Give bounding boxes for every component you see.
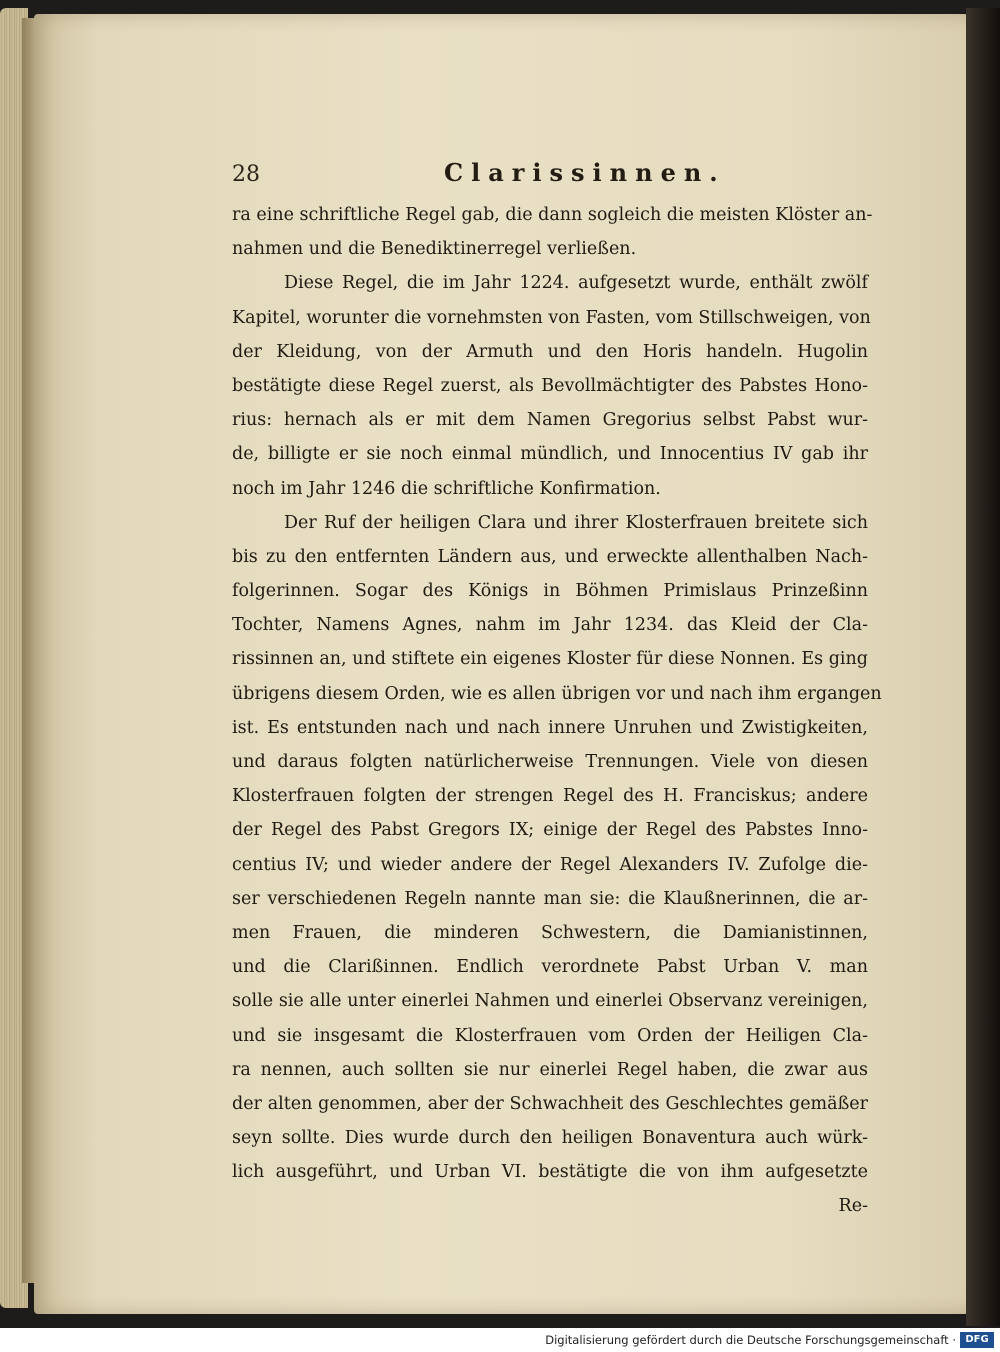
text-line: seyn sollte. Dies wurde durch den heiligen Bonaventura auch würk- <box>232 1128 868 1149</box>
text-line: der alten genommen, aber der Schwachheit des Geschlechtes gemäßer <box>232 1093 868 1114</box>
text-line: und sie insgesamt die Klosterfrauen vom Orden der Heiligen Cla- <box>232 1025 868 1046</box>
footer-bar <box>0 1328 1000 1352</box>
text-line: ra eine schriftliche Regel gab, die dann sogleich die meisten Klöster an- <box>232 205 873 225</box>
dfg-logo: DFG <box>960 1332 994 1348</box>
text-line: bestätigte diese Regel zuerst, als Bevollmächtigter des Pabstes Hono- <box>232 375 868 396</box>
text-line: lich ausgeführt, und Urban VI. bestätigte die von ihm aufgesetzte <box>232 1162 868 1183</box>
funding-credit: Digitalisierung gefördert durch die Deutsche Forschungsgemeinschaft · <box>545 1333 956 1347</box>
scan-border <box>966 8 1000 1326</box>
text-line: Diese Regel, die im Jahr 1224. aufgesetzt wurde, enthält zwölf <box>284 273 868 294</box>
text-line: Tochter, Namens Agnes, nahm im Jahr 1234. das Kleid der Cla- <box>232 615 868 636</box>
text-line: noch im Jahr 1246 die schriftliche Konfirmation. <box>232 478 661 499</box>
text-line: ser verschiedenen Regeln nannte man sie: die Klaußnerinnen, die ar- <box>232 888 868 909</box>
text-line: der Regel des Pabst Gregors IX; einige der Regel des Pabstes Inno- <box>232 820 868 841</box>
text-line: Der Ruf der heiligen Clara und ihrer Klosterfrauen breitete sich <box>284 512 868 533</box>
text-line: folgerinnen. Sogar des Königs in Böhmen Primislaus Prinzeßinn <box>232 581 868 602</box>
text-line: solle sie alle unter einerlei Nahmen und einerlei Observanz vereinigen, <box>232 991 868 1012</box>
text-line: rissinnen an, und stiftete ein eigenes Kloster für diese Nonnen. Es ging <box>232 649 868 670</box>
text-line: Kapitel, worunter die vornehmsten von Fasten, vom Stillschweigen, von <box>232 307 871 328</box>
body-text <box>232 198 882 1224</box>
page-header <box>232 158 882 192</box>
text-line: de, billigte er sie noch einmal mündlich, und Innocentius IV gab ihr <box>232 444 868 465</box>
text-line: und die Clarißinnen. Endlich verordnete Pabst Urban V. man <box>232 957 868 978</box>
text-line: bis zu den entfernten Ländern aus, und erweckte allenthalben Nach- <box>232 546 868 567</box>
page-number: 28 <box>232 162 260 187</box>
text-line: ist. Es entstunden nach und nach innere Unruhen und Zwistigkeiten, <box>232 717 868 738</box>
text-line: ra nennen, auch sollten sie nur einerlei Regel haben, die zwar aus <box>232 1059 868 1080</box>
text-line: der Kleidung, von der Armuth und den Horis handeln. Hugolin <box>232 341 868 362</box>
running-head: Clarissinnen. <box>444 158 726 187</box>
catchword: Re- <box>838 1196 868 1217</box>
text-line: men Frauen, die minderen Schwestern, die Damianistinnen, <box>232 922 868 943</box>
text-line: nahmen und die Benediktinerregel verließen. <box>232 239 637 260</box>
text-line: rius: hernach als er mit dem Namen Gregorius selbst Pabst wur- <box>232 410 868 431</box>
text-line: Klosterfrauen folgten der strengen Regel des H. Franciskus; andere <box>232 786 868 807</box>
text-line: und daraus folgten natürlicherweise Trennungen. Viele von diesen <box>232 752 868 772</box>
text-line: übrigens diesem Orden, wie es allen übrigen vor und nach ihm ergangen <box>232 683 882 704</box>
text-line: centius IV; und wieder andere der Regel Alexanders IV. Zufolge die- <box>232 854 868 875</box>
